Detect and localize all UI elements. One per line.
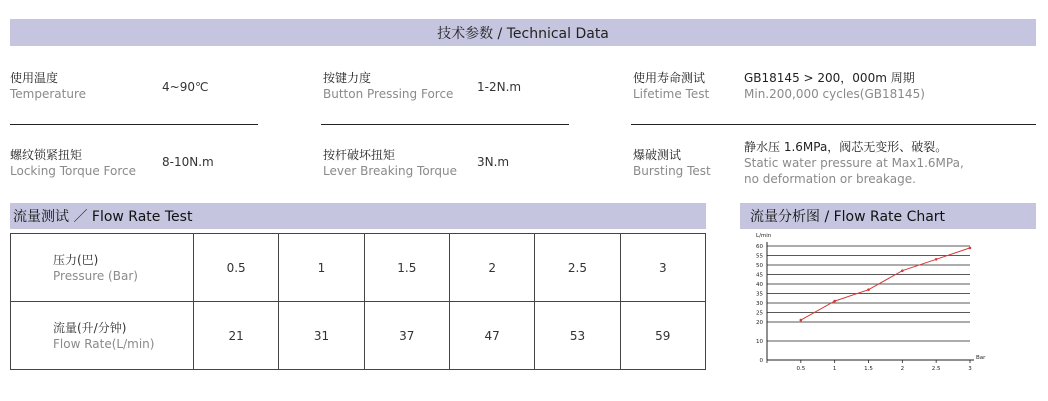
spec-label-cn: 螺纹锁紧扭矩 <box>10 148 83 162</box>
spec-value-en-line2: no deformation or breakage. <box>744 172 916 186</box>
flow-rate-chart-title: 流量分析图 / Flow Rate Chart <box>750 209 946 225</box>
table-cell: 1.5 <box>364 234 449 302</box>
y-axis-label: L/min <box>756 233 772 239</box>
y-tick-label: 60 <box>756 244 763 250</box>
spec-lever-breaking-torque <box>323 147 510 179</box>
y-tick-label: 20 <box>756 320 763 326</box>
flow-rate-chart-header <box>740 203 1036 229</box>
divider <box>631 124 1036 125</box>
spec-value-cn: GB18145 > 200，000m 周期 <box>744 71 915 85</box>
spec-label-en: Temperature <box>10 87 87 101</box>
data-point <box>867 288 870 291</box>
x-tick-label: 2.5 <box>931 366 941 372</box>
x-tick-label: 2 <box>900 366 905 372</box>
spec-label-en: Locking Torque Force <box>10 164 136 178</box>
table-row-pressure <box>11 234 706 302</box>
row-header-cn: 流量(升/分钟) <box>53 320 127 335</box>
table-cell: 47 <box>449 302 534 370</box>
spec-button-force <box>323 70 522 102</box>
y-tick-label: 50 <box>756 263 763 269</box>
spec-label-cn: 按杆破坏扭矩 <box>323 148 396 162</box>
row-header-pressure <box>11 234 194 302</box>
technical-data-header <box>10 19 1036 46</box>
data-point <box>901 269 904 272</box>
y-tick-label: 45 <box>756 272 763 279</box>
data-point <box>833 300 836 303</box>
spec-label-en: Bursting Test <box>633 164 711 178</box>
spec-label-en: Button Pressing Force <box>323 87 454 101</box>
spec-bursting-test <box>633 140 964 186</box>
spec-label-en: Lifetime Test <box>633 87 710 101</box>
data-point <box>935 258 938 261</box>
spec-label-cn: 爆破测试 <box>633 148 682 162</box>
y-tick-label: 0 <box>759 358 763 364</box>
table-cell: 59 <box>620 302 705 370</box>
table-cell: 37 <box>364 302 449 370</box>
table-row-flow <box>11 302 706 370</box>
row-header-en: Pressure (Bar) <box>53 268 138 283</box>
spec-value: 1-2N.m <box>477 80 522 94</box>
technical-data-title: 技术参数 / Technical Data <box>437 25 609 42</box>
data-point <box>800 319 803 322</box>
x-tick-label: 1 <box>832 366 837 372</box>
spec-label-en: Lever Breaking Torque <box>323 164 458 178</box>
table-cell: 53 <box>535 302 620 370</box>
y-tick-label: 55 <box>756 253 763 260</box>
spec-value-en-line1: Static water pressure at Max1.6MPa, <box>744 156 964 170</box>
flow-rate-test-header <box>10 203 706 229</box>
y-tick-label: 25 <box>756 310 763 317</box>
x-tick-label: 0.5 <box>796 366 806 372</box>
table-cell: 2 <box>449 234 534 302</box>
divider <box>321 124 569 125</box>
spec-temperature <box>10 70 209 102</box>
y-tick-label: 35 <box>756 291 763 298</box>
spec-value: 3N.m <box>477 155 510 169</box>
spec-value: 8-10N.m <box>162 155 214 169</box>
spec-label-cn: 使用温度 <box>10 71 59 85</box>
flow-rate-chart <box>740 229 1040 374</box>
spec-label-cn: 使用寿命测试 <box>633 71 706 85</box>
spec-value-cn: 静水压 1.6MPa，阀芯无变形、破裂。 <box>744 140 948 154</box>
spec-value <box>744 70 925 102</box>
spec-value: 4~90℃ <box>162 80 209 94</box>
divider <box>10 124 258 125</box>
row-header-cn: 压力(巴) <box>53 252 99 267</box>
y-tick-label: 40 <box>756 282 763 288</box>
data-point <box>969 247 972 250</box>
x-tick-label: 3 <box>968 366 972 372</box>
y-tick-label: 30 <box>756 301 763 307</box>
spec-locking-torque <box>10 147 214 179</box>
row-header-en: Flow Rate(L/min) <box>53 336 155 351</box>
table-cell: 2.5 <box>535 234 620 302</box>
table-cell: 3 <box>620 234 705 302</box>
table-cell: 0.5 <box>194 234 279 302</box>
spec-value-en: Min.200,000 cycles(GB18145) <box>744 87 925 101</box>
flow-rate-table <box>10 233 706 370</box>
spec-value <box>744 139 964 187</box>
spec-label-cn: 按键力度 <box>323 71 372 85</box>
row-header-flow <box>11 302 194 370</box>
flow-rate-test-title: 流量测试 ／ Flow Rate Test <box>13 209 193 225</box>
y-tick-label: 10 <box>756 339 763 345</box>
x-axis-label: Bar <box>976 355 986 361</box>
table-cell: 21 <box>194 302 279 370</box>
x-tick-label: 1.5 <box>864 366 873 372</box>
spec-lifetime-test <box>633 70 925 102</box>
table-cell: 31 <box>279 302 364 370</box>
table-cell: 1 <box>279 234 364 302</box>
